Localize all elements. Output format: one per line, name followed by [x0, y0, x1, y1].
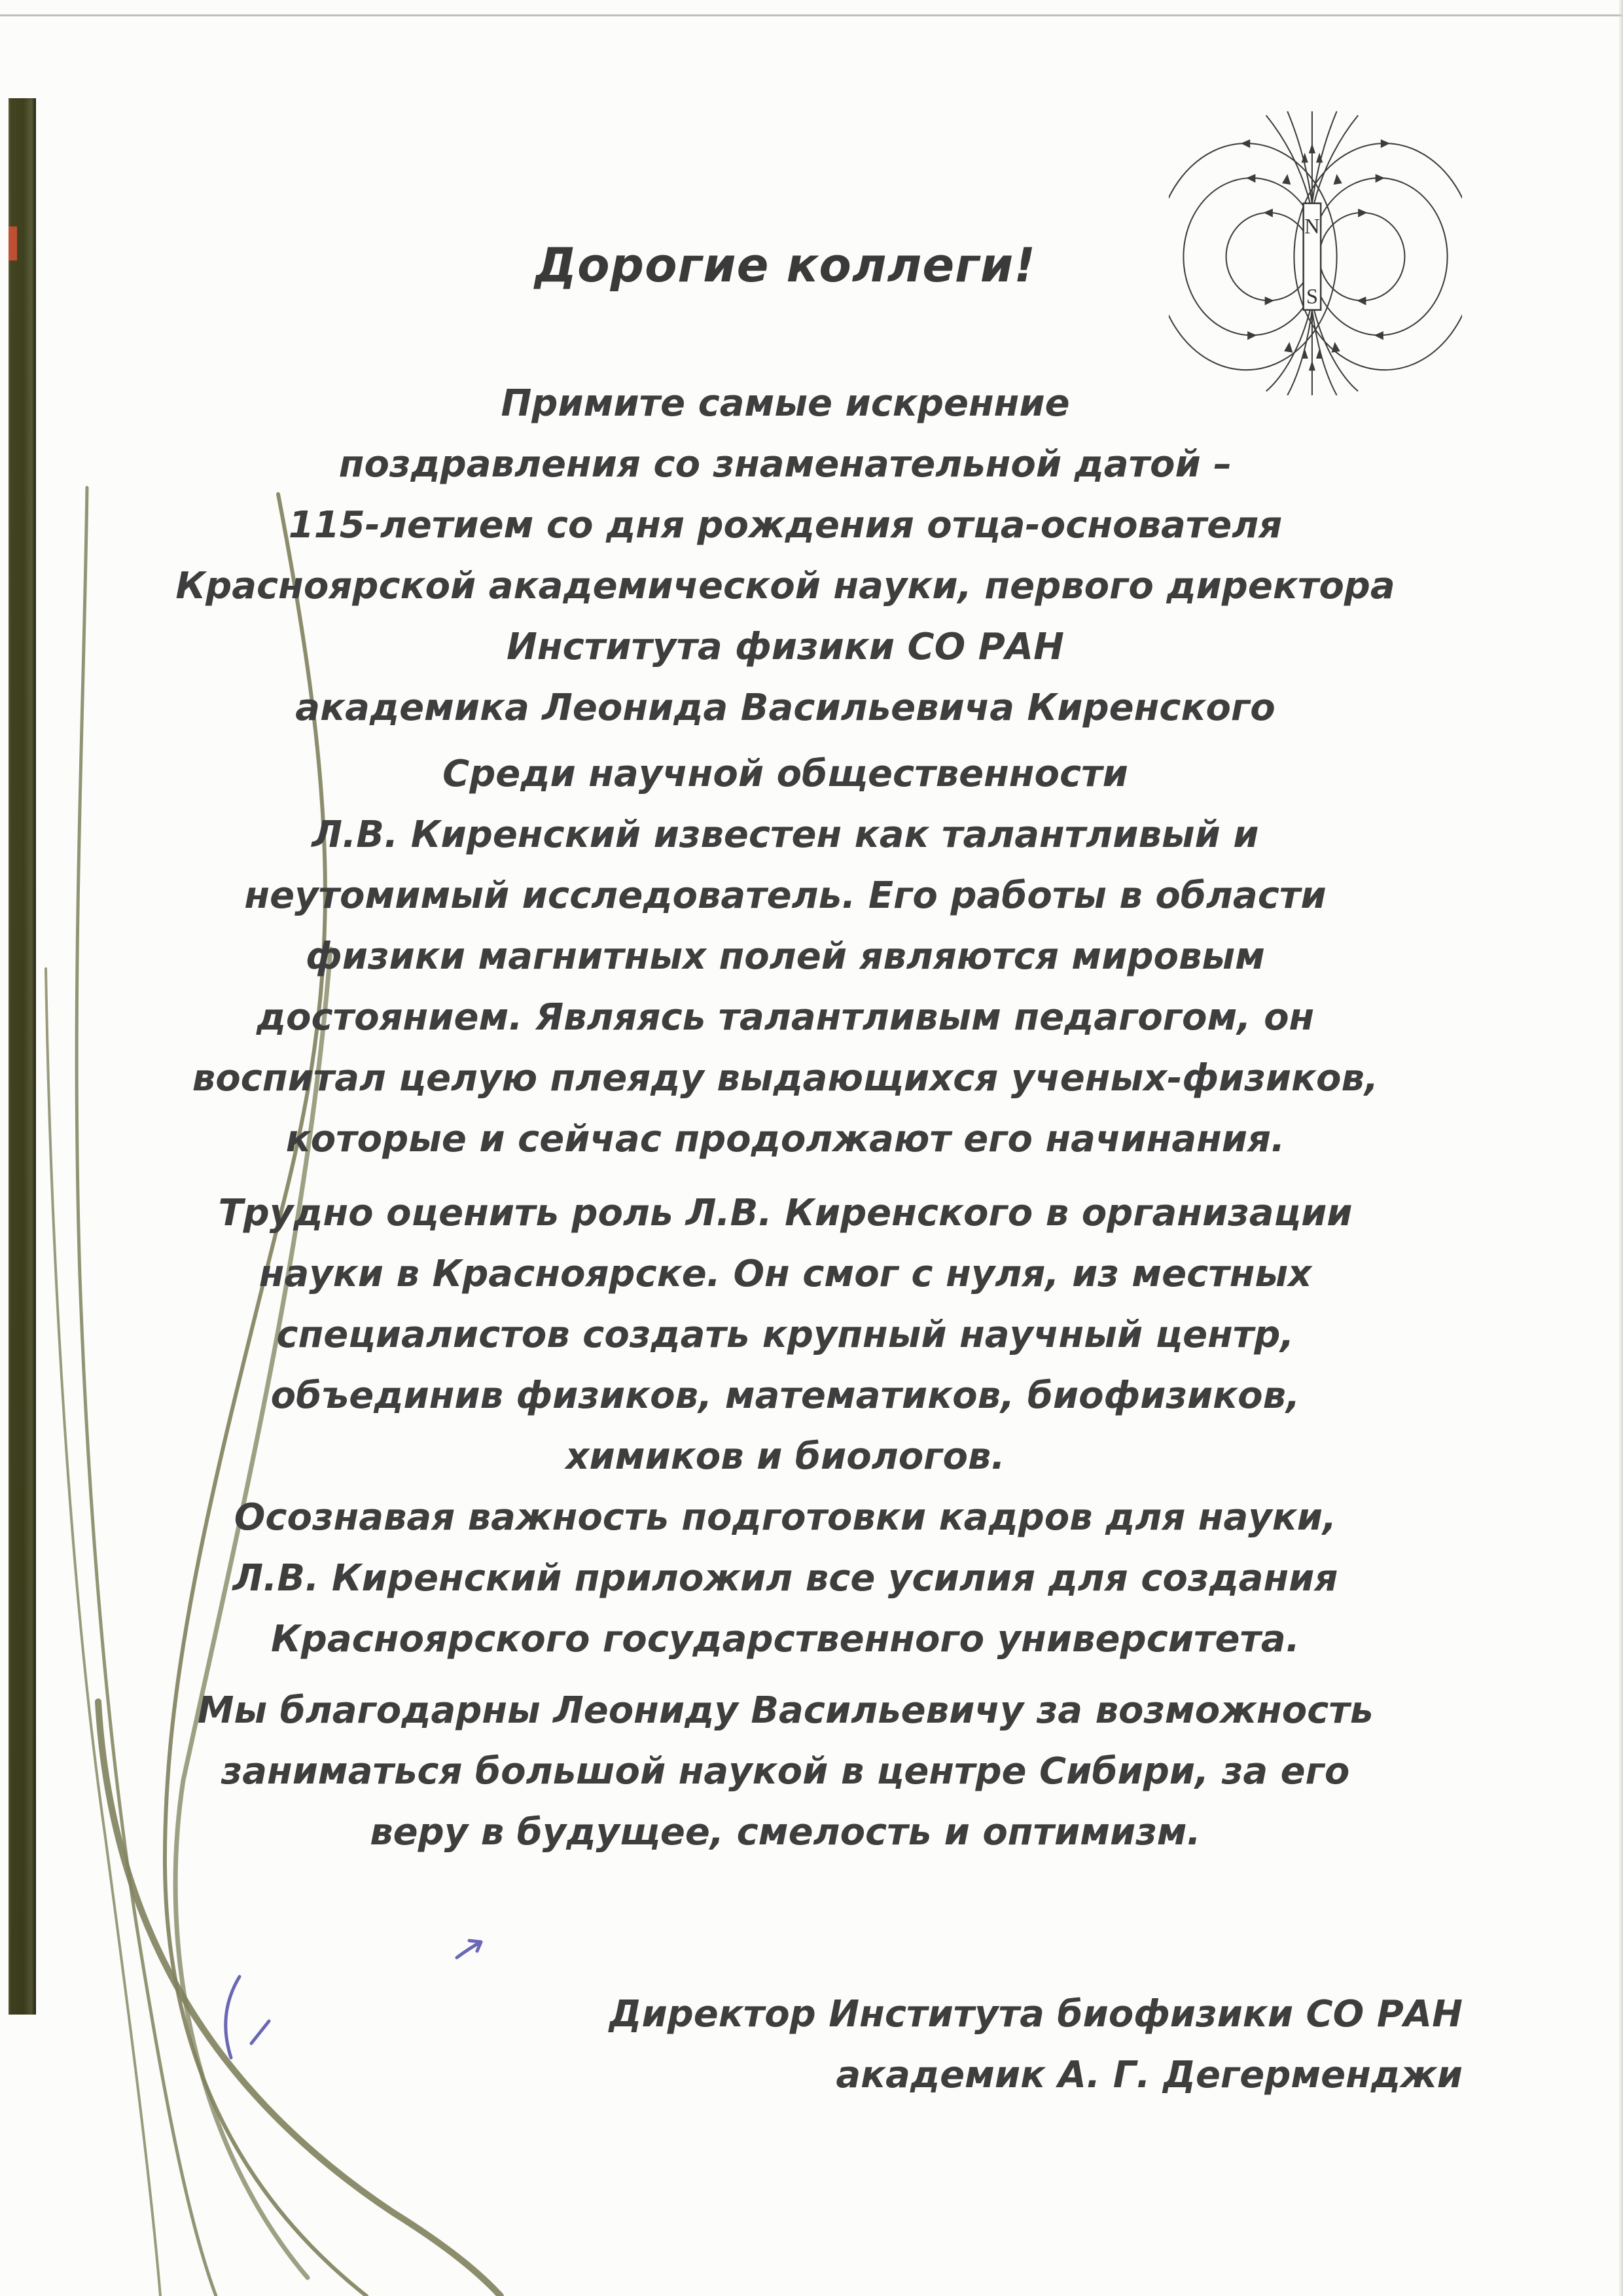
pen-parenthesis-mark — [226, 1977, 240, 2058]
letter-line: заниматься большой наукой в центре Сибири, за его — [221, 1750, 1350, 1793]
signature-line: академик А. Г. Дегерменджи — [836, 2054, 1463, 2096]
letter-line: 115-летием со дня рождения отца-основателя — [288, 504, 1283, 547]
letter-line: которые и сейчас продолжают его начинания. — [285, 1118, 1285, 1160]
magnet-south-label: S — [1306, 285, 1318, 309]
letter-line: науки в Красноярске. Он смог с нуля, из местных — [259, 1253, 1312, 1295]
letter-line: Среди научной общественности — [442, 753, 1128, 795]
letter-line: Л.В. Киренский известен как талантливый и — [312, 814, 1259, 856]
letter-line: Трудно оценить роль Л.В. Киренского в организации — [218, 1192, 1353, 1234]
letter-line: Мы благодарны Леониду Васильевичу за возможность — [197, 1689, 1374, 1732]
pen-slash-mark — [251, 2021, 269, 2043]
letter-title: Дорогие коллеги! — [534, 238, 1037, 293]
letter-line: неутомимый исследователь. Его работы в области — [244, 874, 1327, 917]
letter-line: химиков и биологов. — [565, 1435, 1005, 1478]
letter-line: Красноярской академической науки, первого директора — [175, 565, 1395, 607]
letter-line: Института физики СО РАН — [507, 626, 1064, 668]
letter-line: объединив физиков, математиков, биофизиков, — [270, 1374, 1300, 1417]
letter-line: достоянием. Являясь талантливым педагогом, он — [256, 996, 1315, 1039]
letter-line: Примите самые искренние — [501, 382, 1070, 425]
letter-line: поздравления со знаменательной датой – — [338, 443, 1232, 486]
letter-line: Осознавая важность подготовки кадров для науки, — [234, 1496, 1337, 1539]
magnet-north-label: N — [1304, 215, 1320, 239]
signature-line: Директор Института биофизики СО РАН — [609, 1993, 1463, 2036]
letter-line: академика Леонида Васильевича Киренского — [295, 687, 1275, 729]
letter-line: Л.В. Киренский приложил все усилия для создания — [232, 1557, 1338, 1600]
letter-line: Красноярского государственного университета. — [271, 1618, 1300, 1660]
letter-line: специалистов создать крупный научный центр, — [276, 1314, 1294, 1356]
letter-line: веру в будущее, смелость и оптимизм. — [370, 1811, 1201, 1854]
pen-arrow-mark — [457, 1941, 481, 1958]
letter-line: физики магнитных полей являются мировым — [306, 935, 1265, 978]
letter-line: воспитал целую плеяду выдающихся ученых-физиков, — [192, 1057, 1379, 1100]
